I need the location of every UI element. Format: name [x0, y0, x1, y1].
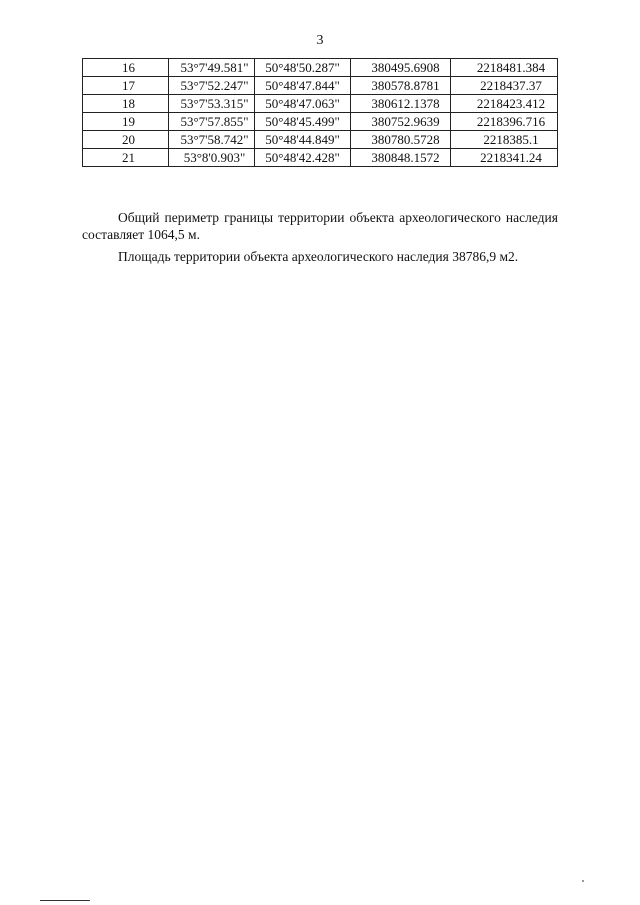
- point-number-cell: 21: [83, 149, 169, 167]
- area-paragraph: Площадь территории объекта археологического наследия 38786,9 м2.: [118, 248, 519, 264]
- x-coordinate-cell: 380780.5728: [351, 131, 451, 149]
- longitude-cell: 50°48'47.844": [255, 77, 351, 95]
- y-coordinate-cell: 2218396.716: [451, 113, 558, 131]
- point-number-cell: 16: [83, 59, 169, 77]
- latitude-cell: 53°7'57.855": [169, 113, 255, 131]
- y-coordinate-cell: 2218423.412: [451, 95, 558, 113]
- table-row: [83, 77, 558, 95]
- page-number: 3: [316, 33, 324, 48]
- scan-speck: [582, 880, 584, 882]
- latitude-cell: 53°7'58.742": [169, 131, 255, 149]
- table-row: [83, 95, 558, 113]
- point-number-cell: 17: [83, 77, 169, 95]
- y-coordinate-cell: 2218481.384: [451, 59, 558, 77]
- x-coordinate-cell: 380612.1378: [351, 95, 451, 113]
- longitude-cell: 50°48'47.063": [255, 95, 351, 113]
- longitude-cell: 50°48'44.849": [255, 131, 351, 149]
- coordinates-table: [82, 58, 558, 167]
- x-coordinate-cell: 380578.8781: [351, 77, 451, 95]
- y-coordinate-cell: 2218341.24: [451, 149, 558, 167]
- x-coordinate-cell: 380495.6908: [351, 59, 451, 77]
- point-number-cell: 20: [83, 131, 169, 149]
- latitude-cell: 53°7'53.315": [169, 95, 255, 113]
- perimeter-paragraph: Общий периметр границы территории объекта археологического наследия составляет 1064,5 м.: [82, 209, 558, 242]
- latitude-cell: 53°7'52.247": [169, 77, 255, 95]
- point-number-cell: 18: [83, 95, 169, 113]
- latitude-cell: 53°7'49.581": [169, 59, 255, 77]
- longitude-cell: 50°48'42.428": [255, 149, 351, 167]
- table-row: [83, 131, 558, 149]
- table-row: [83, 113, 558, 131]
- footer-rule: [40, 900, 90, 901]
- x-coordinate-cell: 380848.1572: [351, 149, 451, 167]
- y-coordinate-cell: 2218437.37: [451, 77, 558, 95]
- table-row: [83, 149, 558, 167]
- point-number-cell: 19: [83, 113, 169, 131]
- latitude-cell: 53°8'0.903": [169, 149, 255, 167]
- x-coordinate-cell: 380752.9639: [351, 113, 451, 131]
- longitude-cell: 50°48'45.499": [255, 113, 351, 131]
- table-row: [83, 59, 558, 77]
- y-coordinate-cell: 2218385.1: [451, 131, 558, 149]
- longitude-cell: 50°48'50.287": [255, 59, 351, 77]
